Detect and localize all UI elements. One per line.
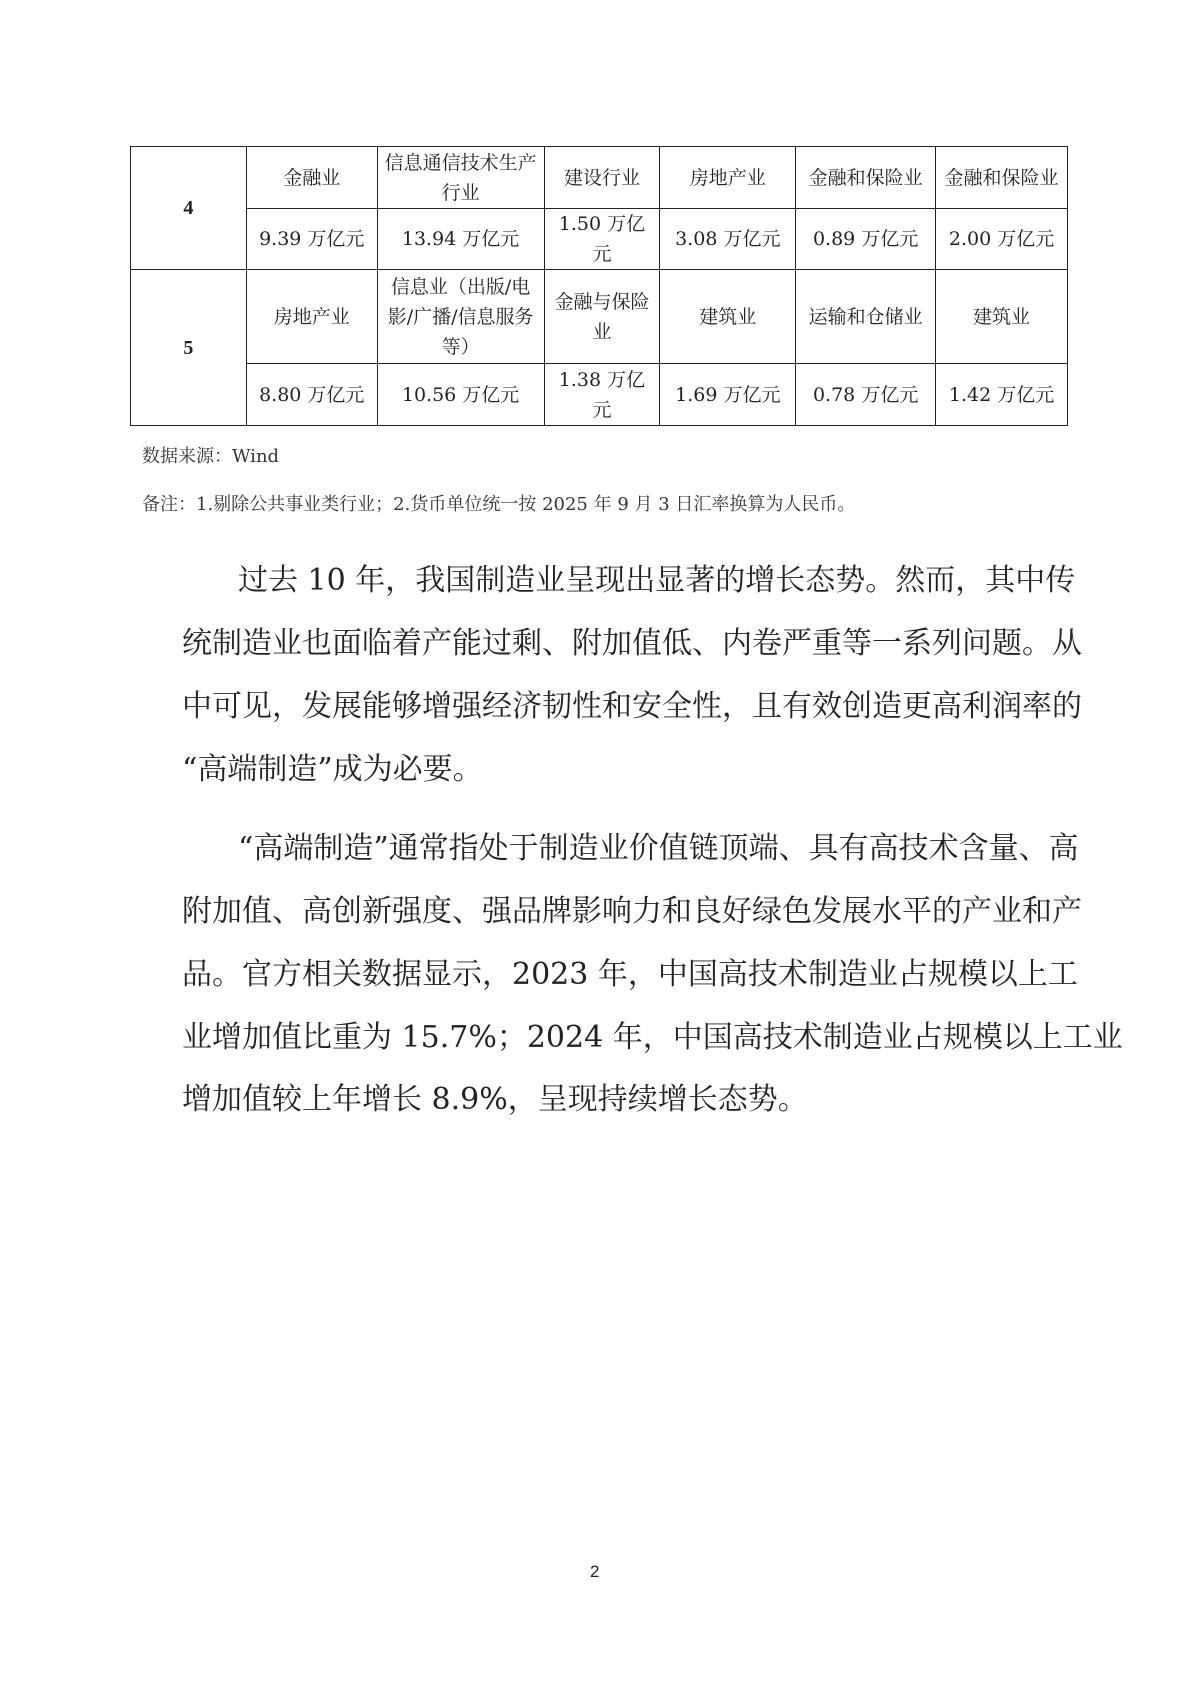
paragraph-2-line: “高端制造”通常指处于制造业价值链顶端、具有高技术含量、高 (238, 831, 1079, 866)
value-cell: 0.89 万亿元 (796, 209, 936, 270)
table-row (131, 270, 1068, 364)
paragraph-2-line: 品。官方相关数据显示，2023 年，中国高技术制造业占规模以上工 (182, 957, 1078, 992)
industry-cell: 金融业 (246, 147, 377, 209)
value-cell: 1.50 万亿元 (544, 209, 660, 270)
paragraph-1-line: 统制造业也面临着产能过剩、附加值低、内卷严重等一系列问题。从 (182, 626, 1082, 661)
value-cell: 13.94 万亿元 (377, 209, 544, 270)
value-cell: 1.42 万亿元 (936, 364, 1068, 426)
value-cell: 9.39 万亿元 (246, 209, 377, 270)
industry-cell: 金融和保险业 (936, 147, 1068, 209)
industry-cell: 信息通信技术生产行业 (377, 147, 544, 209)
paragraph-2-line: 增加值较上年增长 8.9%，呈现持续增长态势。 (182, 1082, 808, 1117)
page-number: 2 (590, 1562, 600, 1581)
industry-cell: 运输和仓储业 (796, 270, 936, 364)
table-row (131, 209, 1068, 270)
paragraph-1-line: 过去 10 年，我国制造业呈现出显著的增长态势。然而，其中传 (238, 563, 1076, 598)
paragraph-1-line: 中可见，发展能够增强经济韧性和安全性，且有效创造更高利润率的 (182, 689, 1082, 724)
paragraph-2-line: 附加值、高创新强度、强品牌影响力和良好绿色发展水平的产业和产 (182, 894, 1082, 929)
value-cell: 8.80 万亿元 (246, 364, 377, 426)
industry-cell: 金融和保险业 (796, 147, 936, 209)
paragraph-1-line: “高端制造”成为必要。 (182, 752, 483, 787)
value-cell: 10.56 万亿元 (377, 364, 544, 426)
data-source: 数据来源：Wind (142, 446, 280, 467)
table-row (131, 147, 1068, 209)
industry-cell: 建筑业 (660, 270, 796, 364)
industry-table (130, 146, 1068, 426)
rank-cell: 5 (131, 270, 247, 426)
rank-cell: 4 (131, 147, 247, 270)
industry-cell: 房地产业 (246, 270, 377, 364)
value-cell: 3.08 万亿元 (660, 209, 796, 270)
paragraph-2-line: 业增加值比重为 15.7%；2024 年，中国高技术制造业占规模以上工业 (182, 1020, 1123, 1055)
industry-cell: 建设行业 (544, 147, 660, 209)
value-cell: 1.38 万亿元 (544, 364, 660, 426)
industry-cell: 房地产业 (660, 147, 796, 209)
value-cell: 1.69 万亿元 (660, 364, 796, 426)
table-remark: 备注：1.剔除公共事业类行业；2.货币单位统一按 2025 年 9 月 3 日汇率换算为人民币。 (142, 494, 856, 515)
industry-cell: 建筑业 (936, 270, 1068, 364)
table-row (131, 364, 1068, 426)
value-cell: 0.78 万亿元 (796, 364, 936, 426)
industry-cell: 金融与保险业 (544, 270, 660, 364)
value-cell: 2.00 万亿元 (936, 209, 1068, 270)
industry-cell: 信息业（出版/电影/广播/信息服务等） (377, 270, 544, 364)
